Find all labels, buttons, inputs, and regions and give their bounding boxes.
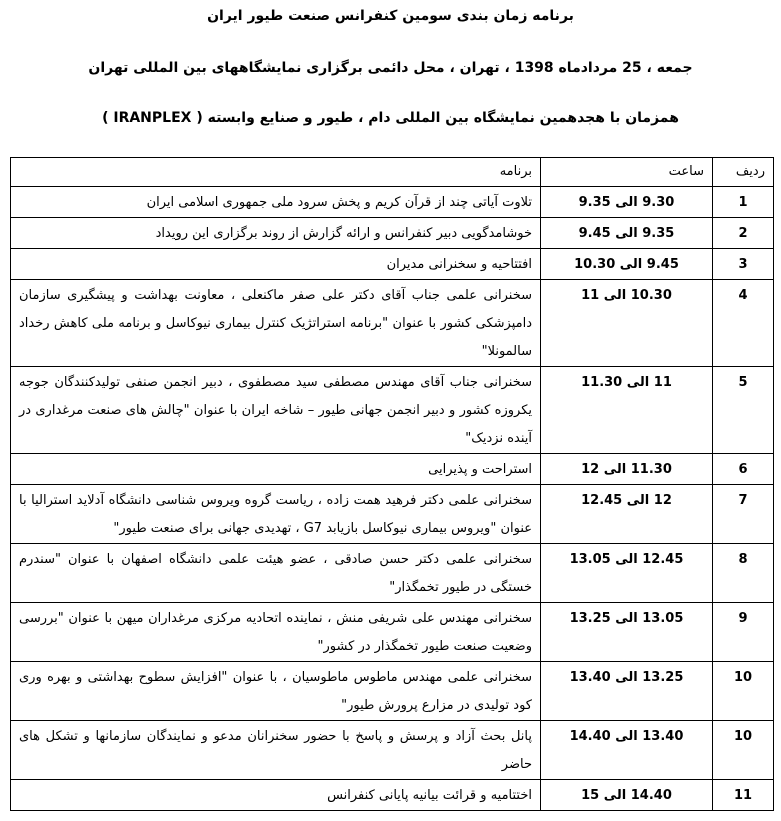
table-row [11,218,774,249]
date-location-line: جمعه ، 25 مردادماه 1398 ، تهران ، محل دائمی برگزاری نمایشگاههای بین المللی تهران [88,60,693,76]
table-row [11,780,774,811]
table-row [11,603,774,662]
row-time: 13.25 الی 13.40 [541,662,713,721]
row-program: اختتامیه و قرائت بیانیه پایانی کنفرانس [11,780,541,811]
table-row [11,544,774,603]
row-program: سخنرانی مهندس علی شریفی منش ، نماینده اتحادیه مرکزی مرغداران میهن با عنوان "بررسی وضعیت صنعت طیور تخمگذار در کشور" [11,603,541,662]
row-program: استراحت و پذیرایی [11,454,541,485]
row-program: سخنرانی علمی جناب آقای دکتر علی صفر ماکنعلی ، معاونت بهداشت و پیشگیری سازمان دامپزشکی کشور با عنوان "برنامه استراتژیک کنترل بیماری نیوکاسل و برنامه ملی کاهش رخداد سالمونلا" [11,280,541,367]
row-number: 11 [713,780,774,811]
header-row-no: ردیف [713,158,774,187]
table-header-row [11,158,774,187]
row-number: 6 [713,454,774,485]
concurrent-event-line: همزمان با هجدهمین نمایشگاه بین المللی دام ، طیور و صنایع وابسته ( IRANPLEX ) [102,110,679,126]
row-number: 10 [713,721,774,780]
document-title: برنامه زمان بندی سومین کنفرانس صنعت طیور ایران [207,8,574,24]
row-time: 9.35 الی 9.45 [541,218,713,249]
header-time: ساعت [541,158,713,187]
table-row [11,662,774,721]
row-program: خوشامدگویی دبیر کنفرانس و ارائه گزارش از روند برگزاری این رویداد [11,218,541,249]
row-time: 9.30 الی 9.35 [541,187,713,218]
row-time: 12.45 الی 13.05 [541,544,713,603]
row-time: 11.30 الی 12 [541,454,713,485]
table-row [11,249,774,280]
table-row [11,721,774,780]
table-row [11,485,774,544]
row-number: 5 [713,367,774,454]
row-program: سخنرانی علمی دکتر فرهید همت زاده ، ریاست گروه ویروس شناسی دانشگاه آدلاید استرالیا با عنوان "ویروس بیماری نیوکاسل بازیابد G7 ، تهدیدی جهانی برای صنعت طیور" [11,485,541,544]
row-number: 7 [713,485,774,544]
row-number: 8 [713,544,774,603]
row-time: 13.05 الی 13.25 [541,603,713,662]
row-number: 1 [713,187,774,218]
row-program: سخنرانی علمی مهندس ماطوس ماطوسیان ، با عنوان "افزایش سطوح بهداشتی و بهره وری کود تولیدی در مزارع پرورش طیور" [11,662,541,721]
table-row [11,367,774,454]
row-number: 2 [713,218,774,249]
row-number: 9 [713,603,774,662]
row-time: 13.40 الی 14.40 [541,721,713,780]
row-number: 10 [713,662,774,721]
header-program: برنامه [11,158,541,187]
row-program: سخنرانی علمی دکتر حسن صادقی ، عضو هیئت علمی دانشگاه اصفهان با عنوان "سندرم خستگی در طیور تخمگذار" [11,544,541,603]
table-row [11,187,774,218]
row-program: پانل بحث آزاد و پرسش و پاسخ با حضور سخنرانان مدعو و نمایندگان سازمانها و تشکل های حاضر [11,721,541,780]
row-time: 9.45 الی 10.30 [541,249,713,280]
row-program: تلاوت آیاتی چند از قرآن کریم و پخش سرود ملی جمهوری اسلامی ایران [11,187,541,218]
row-number: 4 [713,280,774,367]
schedule-table [10,157,774,811]
row-number: 3 [713,249,774,280]
table-row [11,454,774,485]
table-row [11,280,774,367]
row-time: 12 الی 12.45 [541,485,713,544]
row-time: 10.30 الی 11 [541,280,713,367]
row-time: 14.40 الی 15 [541,780,713,811]
row-time: 11 الی 11.30 [541,367,713,454]
row-program: سخنرانی جناب آقای مهندس مصطفی سید مصطفوی ، دبیر انجمن صنفی تولیدکنندگان جوجه یکروزه کشور و دبیر انجمن جهانی طیور – شاخه ایران با عنوان "چالش های صنعت مرغداری در آینده نزدیک" [11,367,541,454]
row-program: افتتاحیه و سخنرانی مدیران [11,249,541,280]
